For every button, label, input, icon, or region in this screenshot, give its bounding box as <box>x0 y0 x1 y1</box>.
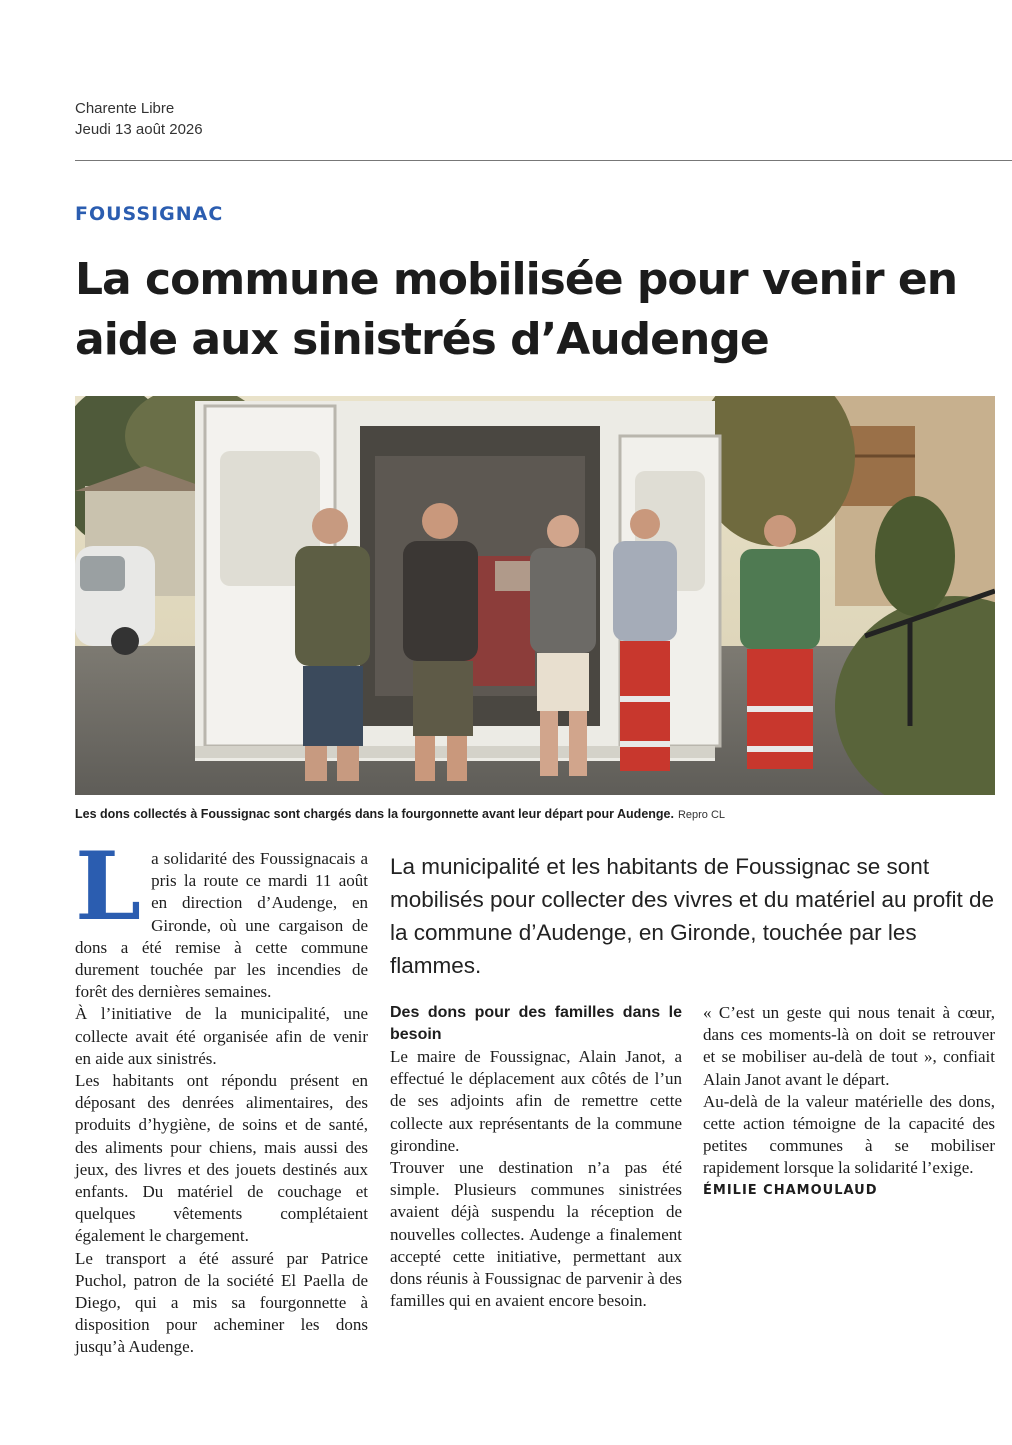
paragraph-1-text: a solidarité des Foussignacais a pris la route ce mardi 11 août en direction d’Audenge, en Gironde, où une cargaison de dons a été remise à cette commune durement touchée par les incendies de forêt des dernières semaines. <box>75 849 368 1002</box>
article-author: ÉMILIE CHAMOULAUD <box>703 1182 878 1198</box>
article-kicker: FOUSSIGNAC <box>75 203 224 225</box>
article-standfirst: La municipalité et les habitants de Foussignac se sont mobilisés pour collecter des vivres et du matériel au profit de la commune d’Audenge, en Gironde, touchée par les flammes. <box>390 854 995 978</box>
publication-name: Charente Libre <box>75 100 175 117</box>
article-headline: La commune mobilisée pour venir en aide aux sinistrés d’Audenge <box>75 254 958 365</box>
paragraph-7: « C’est un geste qui nous tenait à cœur, dans ces moments-là on doit se retrouver et se mobiliser au-delà de tout », confiait Alain Janot avant le départ. <box>703 1003 995 1089</box>
paragraph-2: À l’initiative de la municipalité, une collecte avait été organisée afin de venir en aide aux sinistrés. <box>75 1004 368 1068</box>
publication-date: Jeudi 13 août 2026 <box>75 121 203 138</box>
article-column-3 <box>703 848 995 1202</box>
paragraph-6: Trouver une destination n’a pas été simple. Plusieurs communes sinistrées avaient déjà suspendu la réception de nouvelles collectes. Audenge a finalement accepté cette initiative, permettant aux dons réunis à Foussignac de parvenir à des familles qui en avaient encore besoin. <box>390 1158 682 1311</box>
caption-text: Les dons collectés à Foussignac sont chargés dans la fourgonnette avant leur départ pour Audenge. <box>75 807 674 821</box>
person-4 <box>613 509 677 771</box>
article-photo <box>75 396 995 795</box>
article-subhead: Des dons pour des familles dans le besoin <box>390 1004 682 1043</box>
paragraph-4: Le transport a été assuré par Patrice Puchol, patron de la société El Paella de Diego, qui a mis sa fourgonnette à disposition pour acheminer les dons jusqu’à Audenge. <box>75 1248 368 1357</box>
person-5 <box>740 515 820 769</box>
paragraph-1 <box>75 832 368 1003</box>
photo-illustration <box>75 396 995 795</box>
drop-cap: L <box>75 832 142 942</box>
article-column-1 <box>75 832 368 1359</box>
paragraph-3: Les habitants ont répondu présent en déposant des denrées alimentaires, des produits d’hygiène, de soins et de santé, des aliments pour chiens, mais aussi des jeux, des livres et des jouets destinés aux enfants. Du matériel de couchage et quelques vêtements complétaient également le chargement. <box>75 1071 368 1246</box>
publication-header <box>75 98 203 140</box>
paragraph-5: Le maire de Foussignac, Alain Janot, a effectué le déplacement aux côtés de l’un de ses adjoints afin de remettre cette collecte aux représentants de la commune girondine. <box>390 1047 682 1155</box>
person-1 <box>295 508 370 781</box>
header-divider <box>75 160 1012 161</box>
article-column-2 <box>390 848 682 1312</box>
photo-credit: Repro CL <box>677 809 726 821</box>
paragraph-8: Au-delà de la valeur matérielle des dons, cette action témoigne de la capacité des petites communes à se mobiliser rapidement lorsque la solidarité l’exige. <box>703 1091 995 1178</box>
photo-caption <box>75 807 995 821</box>
